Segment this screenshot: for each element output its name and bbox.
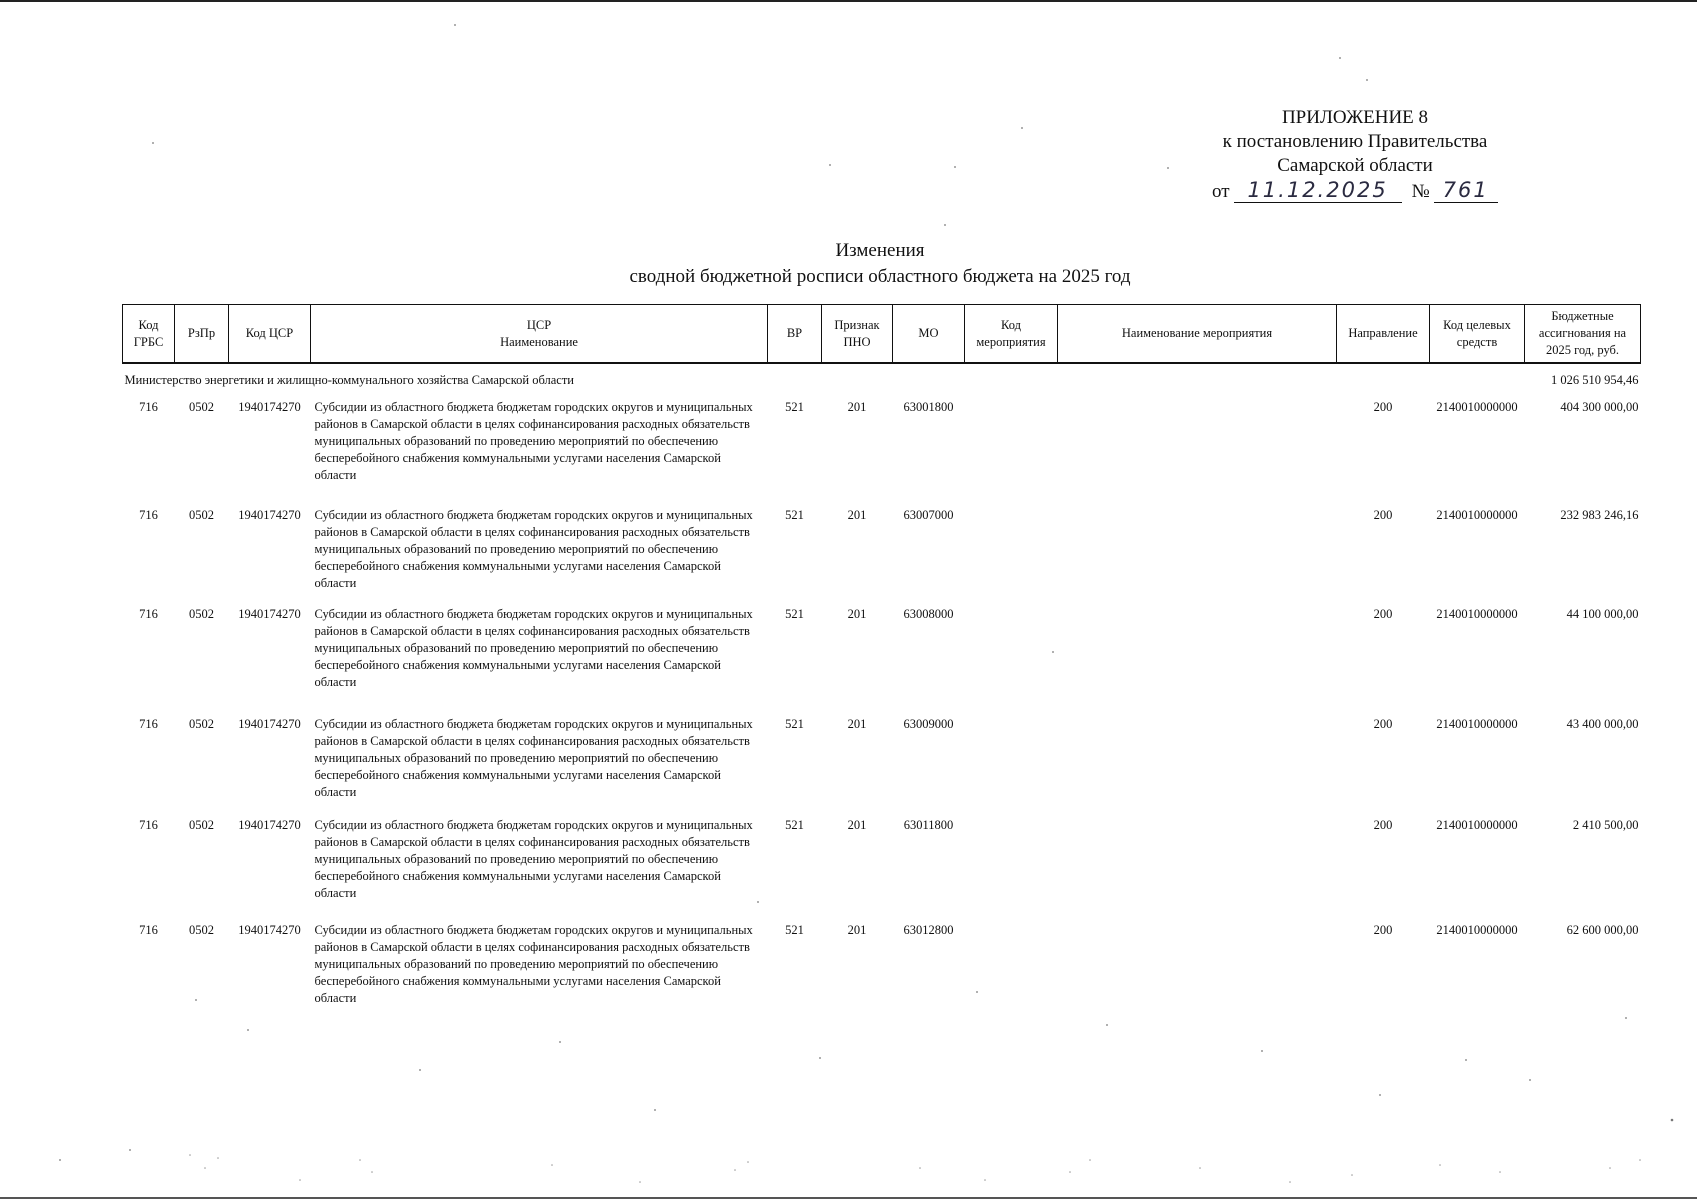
cell-direction: 200 xyxy=(1373,400,1393,414)
cell-rzpr: 0502 xyxy=(189,508,214,522)
cell-rzpr: 0502 xyxy=(189,923,214,937)
document-title xyxy=(560,238,1200,290)
cell-target-code: 2140010000000 xyxy=(1436,400,1518,414)
table-row xyxy=(123,503,1641,602)
cell-event-name xyxy=(1058,503,1337,602)
cell-event-code xyxy=(965,813,1058,918)
cell-csr: 1940174270 xyxy=(238,508,301,522)
scan-bottom-edge xyxy=(0,1197,1697,1199)
annex-line-1: к постановлению Правительства xyxy=(1222,131,1488,152)
cell-mo: 63009000 xyxy=(903,717,954,731)
header-direction: Направление xyxy=(1337,305,1430,364)
cell-event-name xyxy=(1058,813,1337,918)
cell-csr-name: Субсидии из областного бюджета бюджетам городских округов и муниципальных районов в Самарской области в целях софинансирования расходных обязательств муниципальных образований по проведению мероприятий по обеспечению бесперебойного снабжения коммунальными услугами населения Самарской области xyxy=(314,717,753,799)
annex-block xyxy=(1190,106,1520,178)
cell-rzpr: 0502 xyxy=(189,400,214,414)
cell-target-code: 2140010000000 xyxy=(1436,818,1518,832)
cell-csr-name: Субсидии из областного бюджета бюджетам городских округов и муниципальных районов в Самарской области в целях софинансирования расходных обязательств муниципальных образований по проведению мероприятий по обеспечению бесперебойного снабжения коммунальными услугами населения Самарской области xyxy=(314,818,753,900)
cell-mo: 63011800 xyxy=(903,818,954,832)
cell-event-code xyxy=(965,395,1058,503)
header-pno: Признак ПНО xyxy=(822,305,893,364)
cell-grbs: 716 xyxy=(139,400,158,414)
cell-csr-name: Субсидии из областного бюджета бюджетам городских округов и муниципальных районов в Самарской области в целях софинансирования расходных обязательств муниципальных образований по проведению мероприятий по обеспечению бесперебойного снабжения коммунальными услугами населения Самарской области xyxy=(314,607,753,689)
cell-direction: 200 xyxy=(1373,923,1393,937)
header-csr-name-bottom: Наименование xyxy=(500,334,578,349)
cell-target-code: 2140010000000 xyxy=(1436,717,1518,731)
cell-event-code xyxy=(965,918,1058,1013)
cell-pno: 201 xyxy=(847,717,867,731)
cell-rzpr: 0502 xyxy=(189,717,214,731)
cell-direction: 200 xyxy=(1373,818,1393,832)
cell-event-code xyxy=(965,602,1058,712)
table-row xyxy=(123,918,1641,1013)
cell-event-code xyxy=(965,712,1058,813)
header-vr: ВР xyxy=(768,305,822,364)
cell-grbs: 716 xyxy=(139,923,158,937)
cell-direction: 200 xyxy=(1373,508,1393,522)
cell-event-code xyxy=(965,503,1058,602)
cell-grbs: 716 xyxy=(139,818,158,832)
header-grbs: Код ГРБС xyxy=(123,305,175,364)
table-row xyxy=(123,602,1641,712)
header-csr-code: Код ЦСР xyxy=(229,305,311,364)
cell-pno: 201 xyxy=(847,607,867,621)
cell-direction: 200 xyxy=(1373,607,1393,621)
number-prefix: № xyxy=(1411,181,1430,202)
cell-amount: 62 600 000,00 xyxy=(1566,923,1639,937)
cell-vr: 521 xyxy=(785,607,804,621)
header-event-name: Наименование мероприятия xyxy=(1058,305,1337,364)
cell-csr-name: Субсидии из областного бюджета бюджетам городских округов и муниципальных районов в Самарской области в целях софинансирования расходных обязательств муниципальных образований по проведению мероприятий по обеспечению бесперебойного снабжения коммунальными услугами населения Самарской области xyxy=(314,508,753,590)
table-row xyxy=(123,712,1641,813)
header-csr-name-top: ЦСР xyxy=(526,317,552,332)
cell-csr: 1940174270 xyxy=(238,400,301,414)
cell-csr-name: Субсидии из областного бюджета бюджетам городских округов и муниципальных районов в Самарской области в целях софинансирования расходных обязательств муниципальных образований по проведению мероприятий по обеспечению бесперебойного снабжения коммунальными услугами населения Самарской области xyxy=(314,400,753,482)
cell-mo: 63008000 xyxy=(903,607,954,621)
cell-event-name xyxy=(1058,918,1337,1013)
header-event-code: Код мероприятия xyxy=(965,305,1058,364)
cell-csr: 1940174270 xyxy=(238,818,301,832)
cell-csr: 1940174270 xyxy=(238,607,301,621)
header-rzpr: РзПр xyxy=(175,305,229,364)
cell-csr-name: Субсидии из областного бюджета бюджетам городских округов и муниципальных районов в Самарской области в целях софинансирования расходных обязательств муниципальных образований по проведению мероприятий по обеспечению бесперебойного снабжения коммунальными услугами населения Самарской области xyxy=(314,923,753,1005)
document-title-line-1: Изменения xyxy=(835,240,925,261)
header-amount: Бюджетные ассигнования на 2025 год, руб. xyxy=(1525,305,1641,364)
table-row xyxy=(123,813,1641,918)
cell-pno: 201 xyxy=(847,508,867,522)
department-amount: 1 026 510 954,46 xyxy=(1551,373,1639,387)
cell-amount: 2 410 500,00 xyxy=(1572,818,1639,832)
cell-grbs: 716 xyxy=(139,508,158,522)
cell-rzpr: 0502 xyxy=(189,818,214,832)
annex-title: ПРИЛОЖЕНИЕ 8 xyxy=(1281,107,1429,128)
document-title-line-2: сводной бюджетной росписи областного бюджета на 2025 год xyxy=(629,266,1131,287)
cell-rzpr: 0502 xyxy=(189,607,214,621)
cell-vr: 521 xyxy=(785,717,804,731)
cell-vr: 521 xyxy=(785,818,804,832)
table-row xyxy=(123,395,1641,503)
budget-table xyxy=(122,304,1641,1013)
cell-vr: 521 xyxy=(785,923,804,937)
cell-event-name xyxy=(1058,712,1337,813)
department-name: Министерство энергетики и жилищно-коммунального хозяйства Самарской области xyxy=(124,373,574,387)
cell-pno: 201 xyxy=(847,818,867,832)
cell-amount: 43 400 000,00 xyxy=(1566,717,1639,731)
cell-amount: 232 983 246,16 xyxy=(1560,508,1639,522)
cell-grbs: 716 xyxy=(139,607,158,621)
cell-mo: 63012800 xyxy=(903,923,954,937)
cell-direction: 200 xyxy=(1373,717,1393,731)
cell-event-name xyxy=(1058,602,1337,712)
header-mo: МО xyxy=(893,305,965,364)
cell-vr: 521 xyxy=(785,508,804,522)
cell-csr: 1940174270 xyxy=(238,923,301,937)
table-header-row xyxy=(123,305,1641,364)
header-csr-name xyxy=(311,305,768,364)
cell-pno: 201 xyxy=(847,400,867,414)
cell-event-name xyxy=(1058,395,1337,503)
cell-mo: 63001800 xyxy=(903,400,954,414)
cell-target-code: 2140010000000 xyxy=(1436,923,1518,937)
cell-mo: 63007000 xyxy=(903,508,954,522)
cell-vr: 521 xyxy=(785,400,804,414)
cell-amount: 44 100 000,00 xyxy=(1566,607,1639,621)
department-row xyxy=(123,363,1641,395)
cell-target-code: 2140010000000 xyxy=(1436,607,1518,621)
header-target-code: Код целевых средств xyxy=(1430,305,1525,364)
annex-date-line xyxy=(1212,178,1498,204)
cell-amount: 404 300 000,00 xyxy=(1560,400,1639,414)
cell-target-code: 2140010000000 xyxy=(1436,508,1518,522)
annex-date: 11.12.2025 xyxy=(1234,178,1402,203)
cell-grbs: 716 xyxy=(139,717,158,731)
cell-csr: 1940174270 xyxy=(238,717,301,731)
annex-line-2: Самарской области xyxy=(1277,155,1433,176)
cell-pno: 201 xyxy=(847,923,867,937)
annex-number: 761 xyxy=(1434,178,1498,203)
date-prefix: от xyxy=(1212,181,1230,202)
